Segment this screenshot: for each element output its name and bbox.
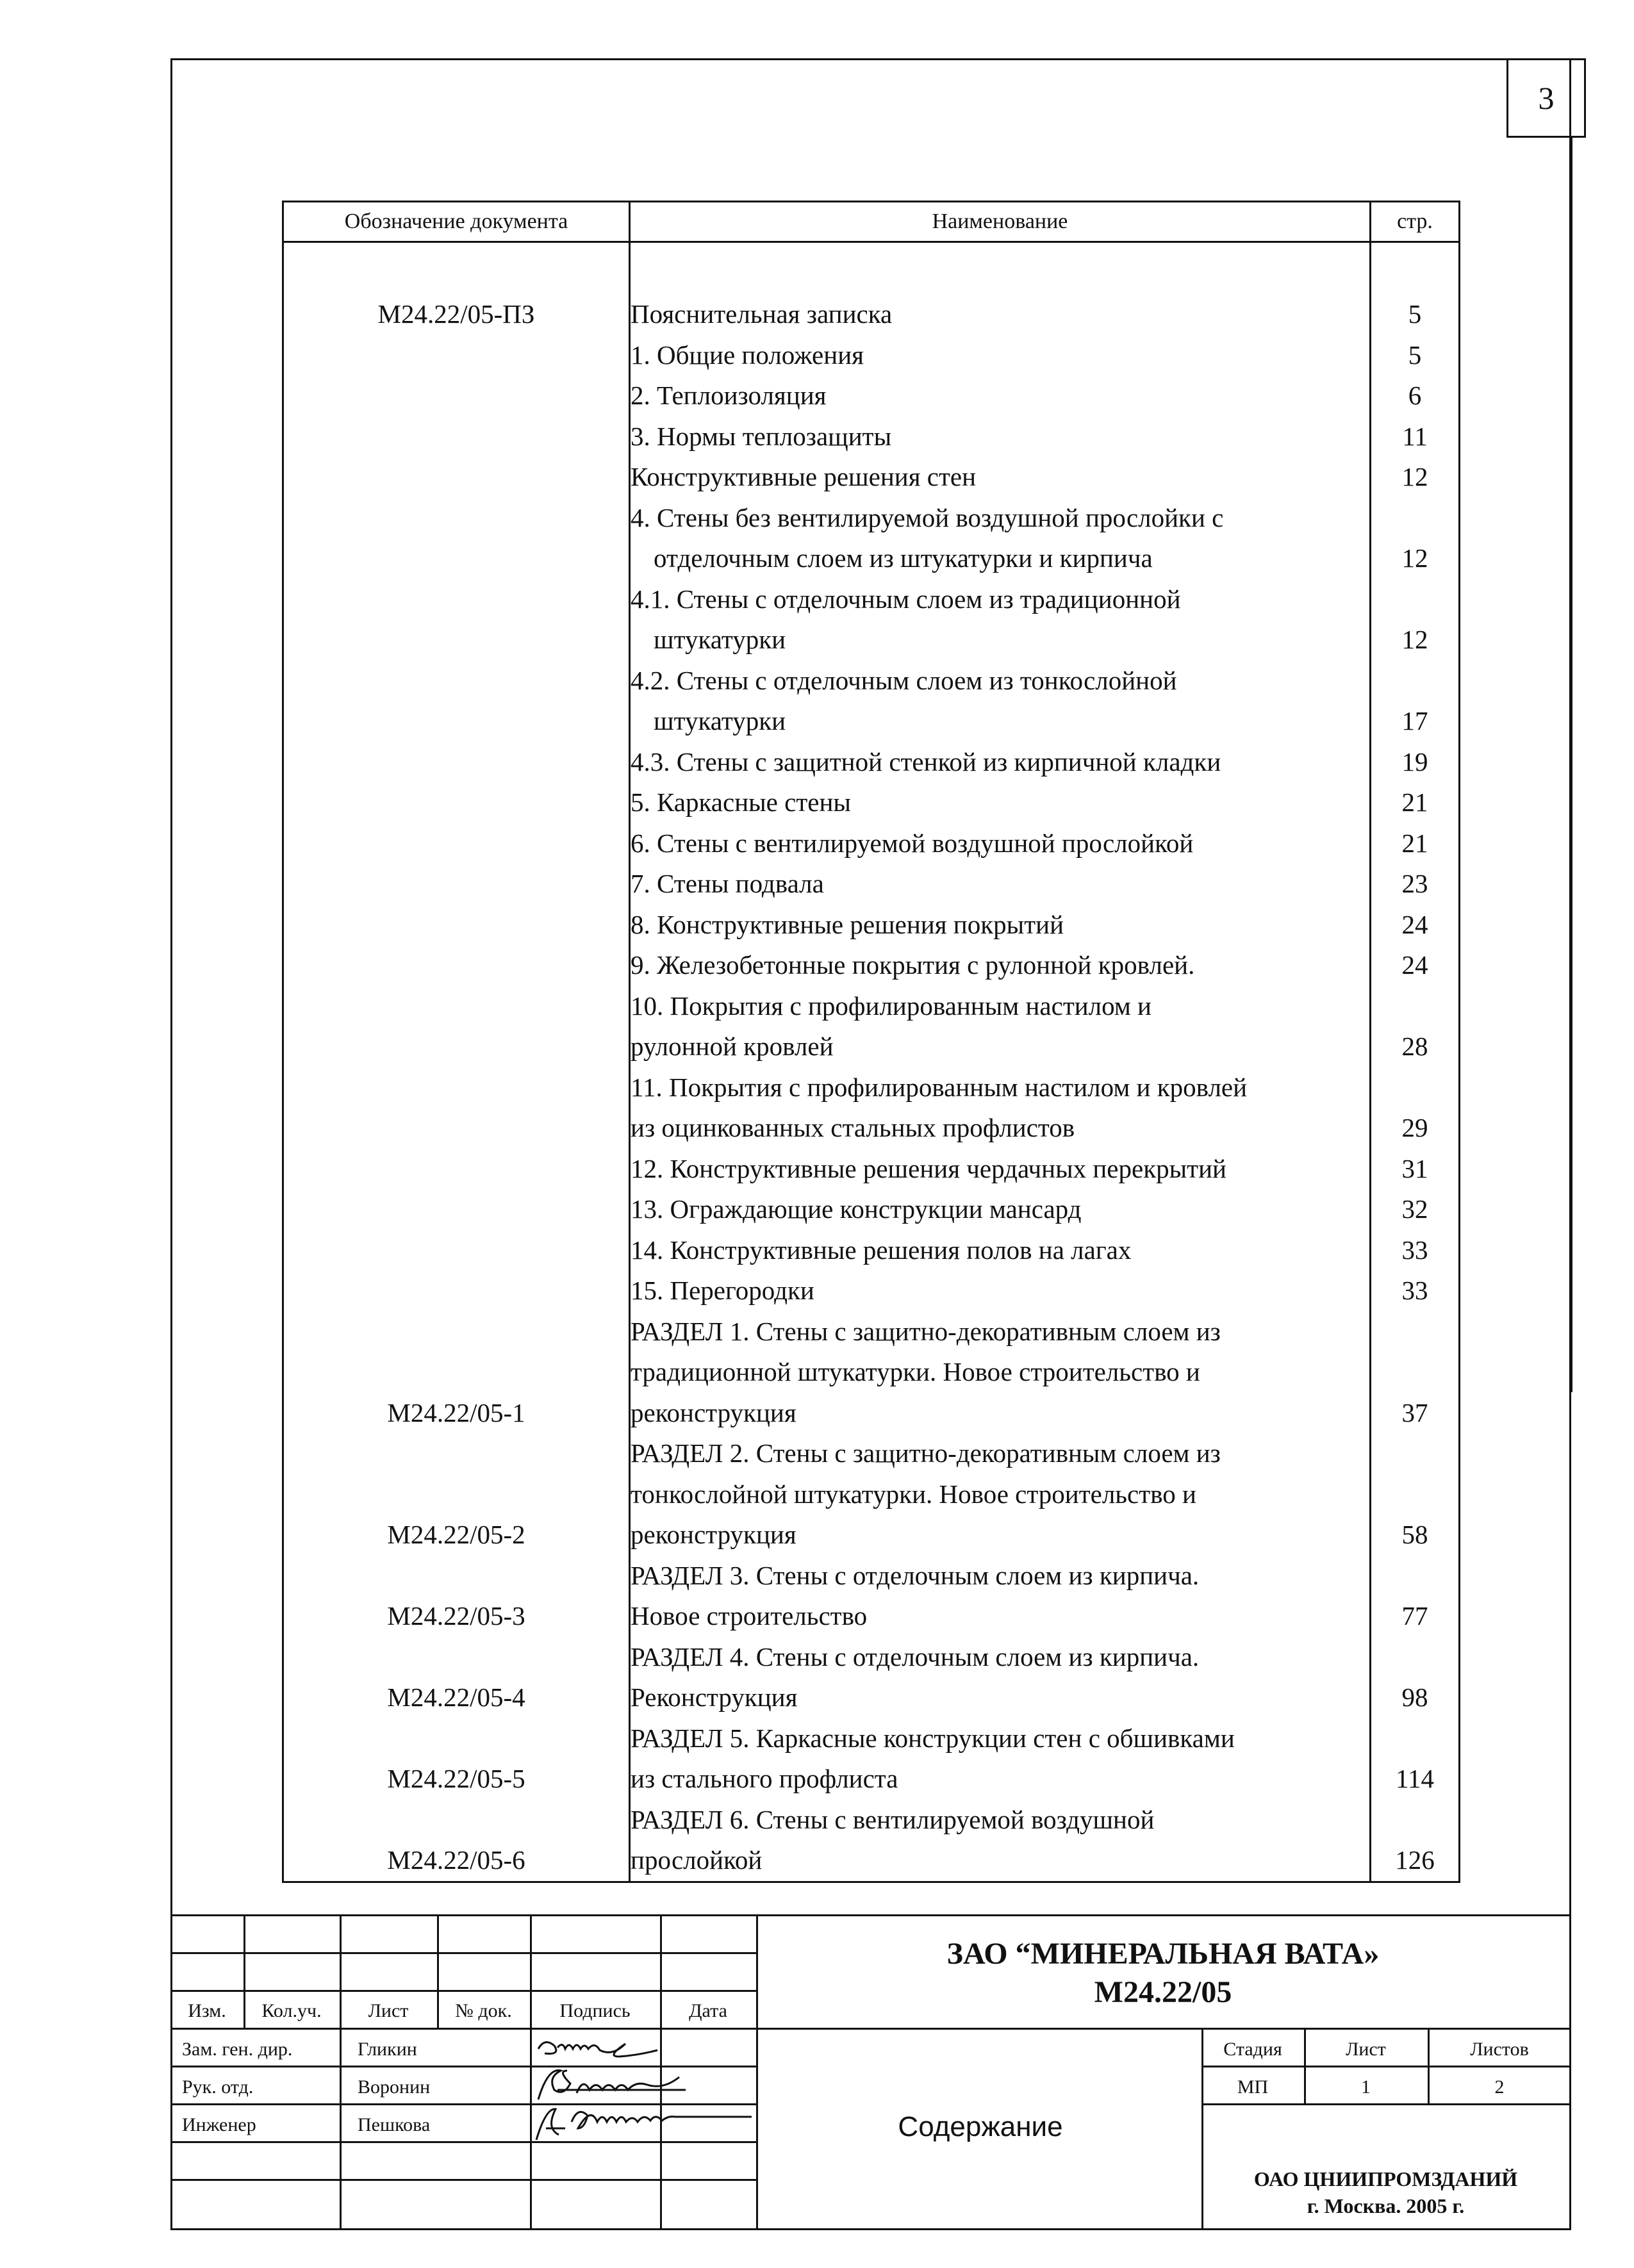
toc-title-line: Реконструкция: [631, 1682, 798, 1712]
table-row: [283, 782, 1460, 823]
col-izm: Изм.: [188, 2000, 226, 2021]
toc-title: [630, 1067, 1371, 1149]
toc-title-line: 10. Покрытия с профилированным настилом и: [631, 990, 1151, 1021]
toc-title-line: из оцинкованных стальных профлистов: [631, 1113, 1075, 1142]
toc-title-line: реконструкция: [631, 1397, 796, 1427]
city-year: г. Москва. 2005 г.: [1307, 2194, 1465, 2217]
toc-title-line: тонкослойной штукатурки. Новое строительство и: [631, 1479, 1196, 1509]
page-ref: 11: [1371, 416, 1460, 457]
toc-title-line: Конструктивные решения стен: [631, 462, 977, 491]
role-3: Инженер: [182, 2114, 256, 2135]
sheet-value: 1: [1361, 2076, 1371, 2098]
signature-1: [532, 2030, 698, 2068]
table-row: [283, 1067, 1460, 1149]
toc-title: [630, 1189, 1371, 1230]
page-ref: 5: [1371, 335, 1460, 376]
toc-title-line: 7. Стены подвала: [631, 869, 824, 898]
toc-title-line: 14. Конструктивные решения полов на лагах: [631, 1235, 1132, 1265]
toc-title: [630, 905, 1371, 946]
institute-name: ОАО ЦНИИПРОМЗДАНИЙ: [1253, 2167, 1518, 2190]
toc-title-line: 5. Каркасные стены: [631, 787, 851, 817]
page-ref: 12: [1371, 579, 1460, 661]
doc-code: [283, 986, 630, 1067]
table-row: [283, 1270, 1460, 1311]
role-1: Зам. ген. дир.: [182, 2039, 293, 2060]
doc-code: М24.22/05-4: [283, 1637, 630, 1718]
doc-code: [283, 742, 630, 783]
toc-title: [630, 986, 1371, 1067]
toc-title-line: штукатурки: [654, 625, 786, 654]
table-row: [283, 1718, 1460, 1800]
toc-title-line: 6. Стены с вентилируемой воздушной прослойкой: [631, 828, 1194, 858]
rule: [170, 1914, 1571, 1916]
rule: [170, 1990, 756, 1992]
toc-title: [630, 1311, 1371, 1434]
toc-title-line: 12. Конструктивные решения чердачных перекрытий: [631, 1153, 1226, 1183]
rule: [1201, 2103, 1571, 2105]
toc-title: [630, 579, 1371, 661]
doc-code: [283, 945, 630, 986]
doc-code: [283, 661, 630, 742]
table-row: [283, 1556, 1460, 1637]
page-ref: 23: [1371, 864, 1460, 905]
person-2: Воронин: [358, 2076, 431, 2098]
institute-block: [1201, 2165, 1570, 2219]
page-ref: 6: [1371, 375, 1460, 416]
table-row: [283, 1800, 1460, 1882]
doc-code: [283, 864, 630, 905]
contents-table: [282, 201, 1460, 1883]
table-row: [283, 742, 1460, 783]
col-list: Лист: [368, 2000, 409, 2021]
toc-title-line: 4.2. Стены с отделочным слоем из тонкослойной: [631, 665, 1177, 695]
table-row: [283, 375, 1460, 416]
toc-title-line: 1. Общие положения: [631, 340, 864, 370]
doc-code: М24.22/05-3: [283, 1556, 630, 1637]
doc-code: [283, 1230, 630, 1271]
header-code: Обозначение документа: [283, 202, 630, 242]
toc-title-line: из стального профлиста: [631, 1764, 898, 1793]
col-data: Дата: [689, 2000, 727, 2021]
table-row: [283, 579, 1460, 661]
page-ref: 126: [1371, 1800, 1460, 1882]
toc-title: [630, 1433, 1371, 1556]
page-ref: 77: [1371, 1556, 1460, 1637]
doc-code: [283, 782, 630, 823]
role-2: Рук. отд.: [182, 2076, 254, 2098]
toc-title-line: 4.3. Стены с защитной стенкой из кирпичной кладки: [631, 746, 1221, 777]
rule: [170, 1952, 756, 1954]
page-number: 3: [1506, 58, 1586, 138]
header-name: Наименование: [630, 202, 1371, 242]
toc-title: [630, 661, 1371, 742]
doc-code: М24.22/05-5: [283, 1718, 630, 1800]
col-podpis: Подпись: [559, 2000, 631, 2021]
col-doc-no: № док.: [455, 2000, 512, 2021]
table-row: [283, 864, 1460, 905]
organization-name: ЗАО “МИНЕРАЛЬНАЯ ВАТА»: [946, 1937, 1380, 1971]
toc-title: [630, 742, 1371, 783]
rule: [170, 2028, 1571, 2030]
toc-title: [630, 416, 1371, 457]
toc-title: [630, 1149, 1371, 1190]
toc-title: [630, 1556, 1371, 1637]
toc-title-line: 3. Нормы теплозащиты: [631, 421, 892, 451]
spacer-row: [283, 242, 1460, 295]
toc-title: [630, 294, 1371, 335]
table-row: [283, 1433, 1460, 1556]
doc-code: [283, 905, 630, 946]
doc-code: М24.22/05-2: [283, 1433, 630, 1556]
doc-code: [283, 823, 630, 864]
page-ref: 19: [1371, 742, 1460, 783]
doc-code: [283, 1067, 630, 1149]
person-1: Гликин: [358, 2039, 417, 2060]
toc-title: [630, 1800, 1371, 1882]
page-ref: 28: [1371, 986, 1460, 1067]
page-ref: 33: [1371, 1270, 1460, 1311]
doc-code: [283, 375, 630, 416]
margin-line: [1571, 138, 1572, 1392]
signature-3: [527, 2103, 777, 2148]
page-ref: 32: [1371, 1189, 1460, 1230]
rule: [340, 1914, 342, 2230]
toc-title-line: рулонной кровлей: [631, 1031, 834, 1061]
doc-code: [283, 1189, 630, 1230]
toc-title-line: РАЗДЕЛ 2. Стены с защитно-декоративным слоем из: [631, 1438, 1221, 1468]
stage-header: Стадия: [1223, 2039, 1282, 2060]
page-ref: 21: [1371, 823, 1460, 864]
stage-value: МП: [1237, 2076, 1269, 2098]
rule: [1201, 2066, 1571, 2067]
table-row: [283, 1311, 1460, 1434]
toc-title-line: Новое строительство: [631, 1601, 868, 1631]
toc-title-line: реконструкция: [631, 1520, 796, 1549]
toc-title: [630, 1718, 1371, 1800]
table-row: [283, 1637, 1460, 1718]
doc-code: [283, 335, 630, 376]
toc-title-line: прослойкой: [631, 1845, 763, 1875]
table-row: [283, 1149, 1460, 1190]
table-row: [283, 986, 1460, 1067]
toc-title: [630, 335, 1371, 376]
table-row: [283, 1189, 1460, 1230]
page-ref: 98: [1371, 1637, 1460, 1718]
toc-title-line: 13. Ограждающие конструкции мансард: [631, 1194, 1082, 1224]
doc-code: [283, 498, 630, 579]
toc-title: [630, 864, 1371, 905]
toc-title-line: РАЗДЕЛ 4. Стены с отделочным слоем из кирпича.: [631, 1641, 1200, 1672]
toc-title-line: 15. Перегородки: [631, 1276, 814, 1305]
table-header-row: [283, 202, 1460, 242]
toc-title-line: 4. Стены без вентилируемой воздушной прослойки с: [631, 502, 1224, 532]
sheets-total-header: Листов: [1470, 2039, 1529, 2060]
table-row: [283, 823, 1460, 864]
toc-title: [630, 457, 1371, 498]
page-ref: 12: [1371, 457, 1460, 498]
page-ref: 31: [1371, 1149, 1460, 1190]
page-ref: 24: [1371, 945, 1460, 986]
table-row: [283, 661, 1460, 742]
page-ref: 21: [1371, 782, 1460, 823]
col-kol-uch: Кол.уч.: [261, 2000, 322, 2021]
page-ref: 17: [1371, 661, 1460, 742]
toc-title-line: 11. Покрытия с профилированным настилом и кровлей: [631, 1072, 1248, 1102]
page-ref: 33: [1371, 1230, 1460, 1271]
toc-title-line: 2. Теплоизоляция: [631, 381, 827, 410]
document-code: М24.22/05: [1094, 1975, 1232, 2009]
toc-title-line: 9. Железобетонные покрытия с рулонной кровлей.: [631, 950, 1195, 980]
doc-code: М24.22/05-1: [283, 1311, 630, 1434]
toc-title: [630, 1230, 1371, 1271]
table-row: [283, 457, 1460, 498]
contents-body: [283, 242, 1460, 1882]
doc-code: [283, 579, 630, 661]
toc-title-line: отделочным слоем из штукатурки и кирпича: [654, 543, 1153, 573]
toc-title: [630, 1637, 1371, 1718]
toc-title-line: штукатурки: [654, 706, 786, 735]
table-row: [283, 498, 1460, 579]
toc-title-line: РАЗДЕЛ 6. Стены с вентилируемой воздушной: [631, 1804, 1155, 1834]
document-name: Содержание: [898, 2111, 1063, 2142]
table-row: [283, 905, 1460, 946]
toc-title-line: РАЗДЕЛ 1. Стены с защитно-декоративным слоем из: [631, 1316, 1221, 1346]
toc-title-line: традиционной штукатурки. Новое строительство и: [631, 1357, 1200, 1386]
sheet-header: Лист: [1346, 2039, 1386, 2060]
table-row: [283, 1230, 1460, 1271]
toc-title: [630, 498, 1371, 579]
toc-title-line: Пояснительная записка: [631, 299, 893, 329]
toc-title: [630, 1270, 1371, 1311]
table-row: [283, 294, 1460, 335]
doc-code: [283, 1270, 630, 1311]
doc-code: [283, 1149, 630, 1190]
page-ref: 114: [1371, 1718, 1460, 1800]
table-row: [283, 945, 1460, 986]
table-row: [283, 416, 1460, 457]
page-ref: 58: [1371, 1433, 1460, 1556]
page-ref: 24: [1371, 905, 1460, 946]
page-ref: 5: [1371, 294, 1460, 335]
toc-title: [630, 823, 1371, 864]
toc-title: [630, 375, 1371, 416]
sheets-total-value: 2: [1494, 2076, 1505, 2098]
toc-title: [630, 945, 1371, 986]
person-3: Пешкова: [358, 2114, 431, 2135]
doc-code: [283, 416, 630, 457]
doc-code: [283, 457, 630, 498]
doc-code: М24.22/05-6: [283, 1800, 630, 1882]
page-ref: 12: [1371, 498, 1460, 579]
organization-header: [756, 1935, 1570, 2012]
toc-title: [630, 782, 1371, 823]
doc-code: М24.22/05-ПЗ: [283, 294, 630, 335]
rule: [170, 2179, 756, 2181]
toc-title-line: РАЗДЕЛ 3. Стены с отделочным слоем из кирпича.: [631, 1560, 1200, 1590]
table-row: [283, 335, 1460, 376]
toc-title-line: 4.1. Стены с отделочным слоем из традиционной: [631, 584, 1181, 614]
header-page: стр.: [1371, 202, 1460, 242]
page-ref: 37: [1371, 1311, 1460, 1434]
page-ref: 29: [1371, 1067, 1460, 1149]
toc-title-line: РАЗДЕЛ 5. Каркасные конструкции стен с обшивками: [631, 1723, 1235, 1753]
toc-title-line: 8. Конструктивные решения покрытий: [631, 909, 1064, 939]
